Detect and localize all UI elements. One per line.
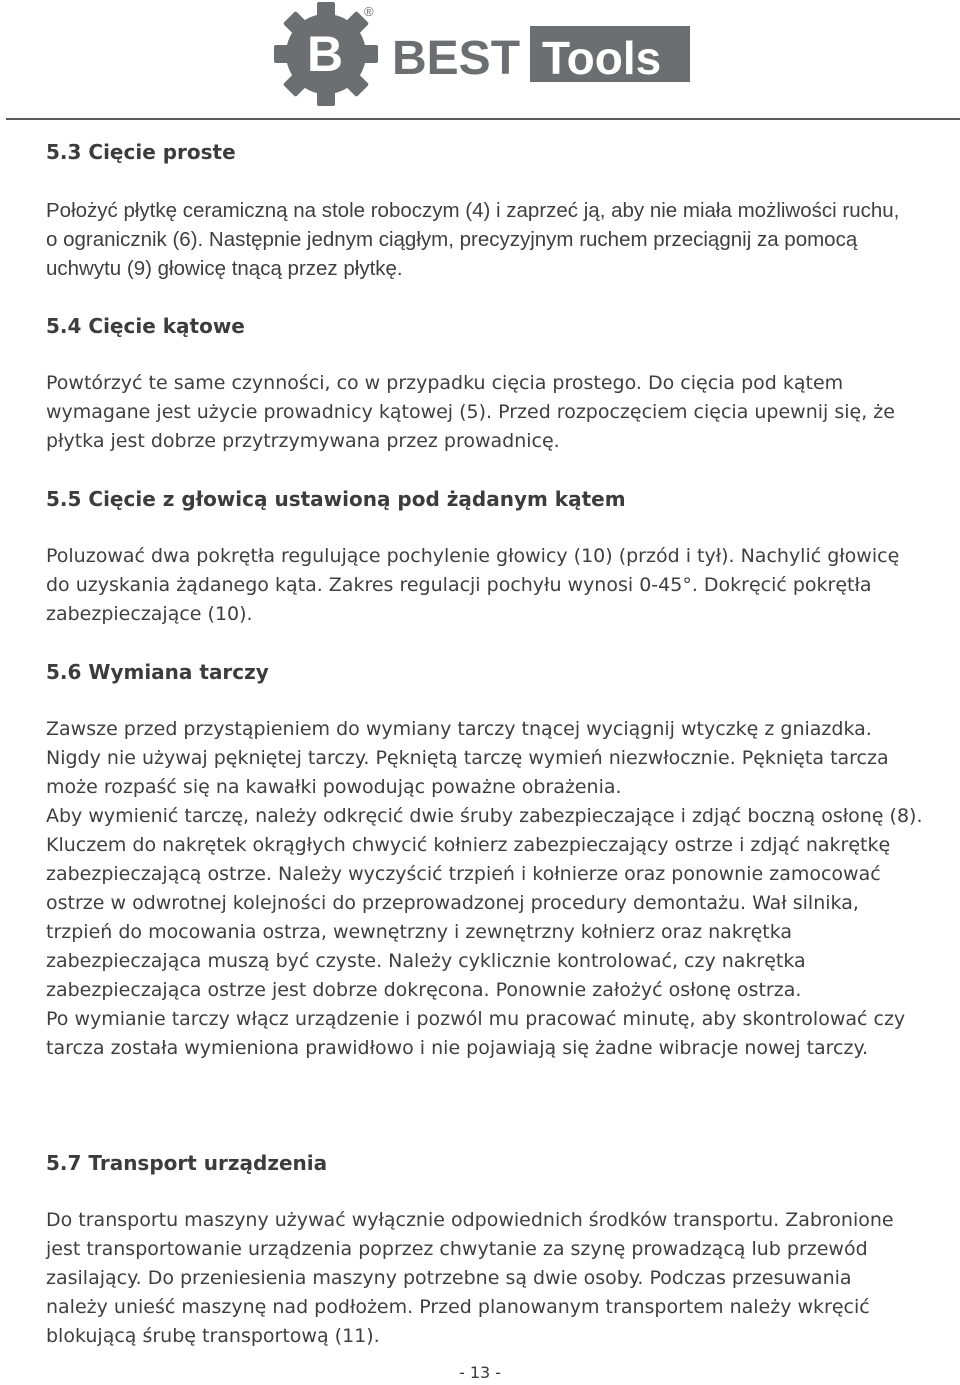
section-text-5-6: Zawsze przed przystąpieniem do wymiany tarczy tnącej wyciągnij wtyczkę z gniazdka. Nigdy nie używaj pękniętej tarczy. Pękniętą tarczę wymień niezwłocznie. Pęknięta tarcza może rozpaść się na kawałki powodując poważne obrażenia. Aby wymienić tarczę, należy odkręcić dwie śruby zabezpieczające i zdjąć boczną osłonę (8). Kluczem do nakrętek okrągłych chwycić kołnierz zabezpieczający ostrze i zdjąć nakrętkę zabezpieczającą ostrze. Należy wyczyścić trzpień i kołnierze oraz ponownie zamocować ostrze w odwrotnej kolejności do przeprowadzonej procedury demontażu. Wał silnika, trzpień do mocowania ostrza, wewnętrzny i zewnętrzny kołnierz oraz nakrętka zabezpieczająca muszą być czyste. Należy cyklicznie kontrolować, czy nakrętka zabezpieczająca ostrze jest dobrze dokręcona. Ponownie założyć osłonę ostrza. Po wymianie tarczy włącz urządzenie i pozwól mu pracować minutę, aby skontrolować czy tarcza została wymieniona prawidłowo i nie pojawiają się żadne wibracje nowej tarczy. [46,718,923,1059]
section-heading-5-5: 5.5 Cięcie z głowicą ustawioną pod żądanym kątem [46,487,626,511]
section-heading-5-4: 5.4 Cięcie kątowe [46,314,245,338]
page-number: - 13 - [458,1363,502,1382]
best-tools-logo [272,2,692,106]
page-header [0,0,960,125]
logo-tools-text: Tools [542,32,662,84]
section-text-5-5: Poluzować dwa pokrętła regulujące pochylenie głowicy (10) (przód i tył). Nachylić głowicę do uzyskania żądanego kąta. Zakres regulacji pochyłu wynosi 0-45°. Dokręcić pokrętła zabezpieczające (10). [46,545,900,625]
section-text-5-3: Położyć płytkę ceramiczną na stole roboczym (4) i zaprzeć ją, aby nie miała możliwości ruchu, o ogranicznik (6). Następnie jednym ciągłym, precyzyjnym ruchem przeciągnij za pomocą uchwytu (9) głowicę tnącą przez płytkę. [46,199,900,280]
section-heading-5-3: 5.3 Cięcie proste [46,140,236,164]
logo-b-letter: B [306,26,344,82]
gear-icon [274,2,378,106]
header-divider [6,118,960,120]
section-heading-5-7: 5.7 Transport urządzenia [46,1151,328,1175]
section-heading-5-6: 5.6 Wymiana tarczy [46,660,269,684]
registered-mark: ® [364,4,374,19]
section-text-5-7: Do transportu maszyny używać wyłącznie odpowiednich środków transportu. Zabronione jest transportowanie urządzenia poprzez chwytanie za szynę prowadzącą lub przewód zasilający. Do przeniesienia maszyny potrzebne są dwie osoby. Podczas przesuwania należy unieść maszynę nad podłożem. Przed planowanym transportem należy wkręcić blokującą śrubę transportową (11). [46,1209,894,1347]
section-text-5-4: Powtórzyć te same czynności, co w przypadku cięcia prostego. Do cięcia pod kątem wymagane jest użycie prowadnicy kątowej (5). Przed rozpoczęciem cięcia upewnij się, że płytka jest dobrze przytrzymywana przez prowadnicę. [46,372,895,452]
logo-best-text: BEST [392,32,521,85]
